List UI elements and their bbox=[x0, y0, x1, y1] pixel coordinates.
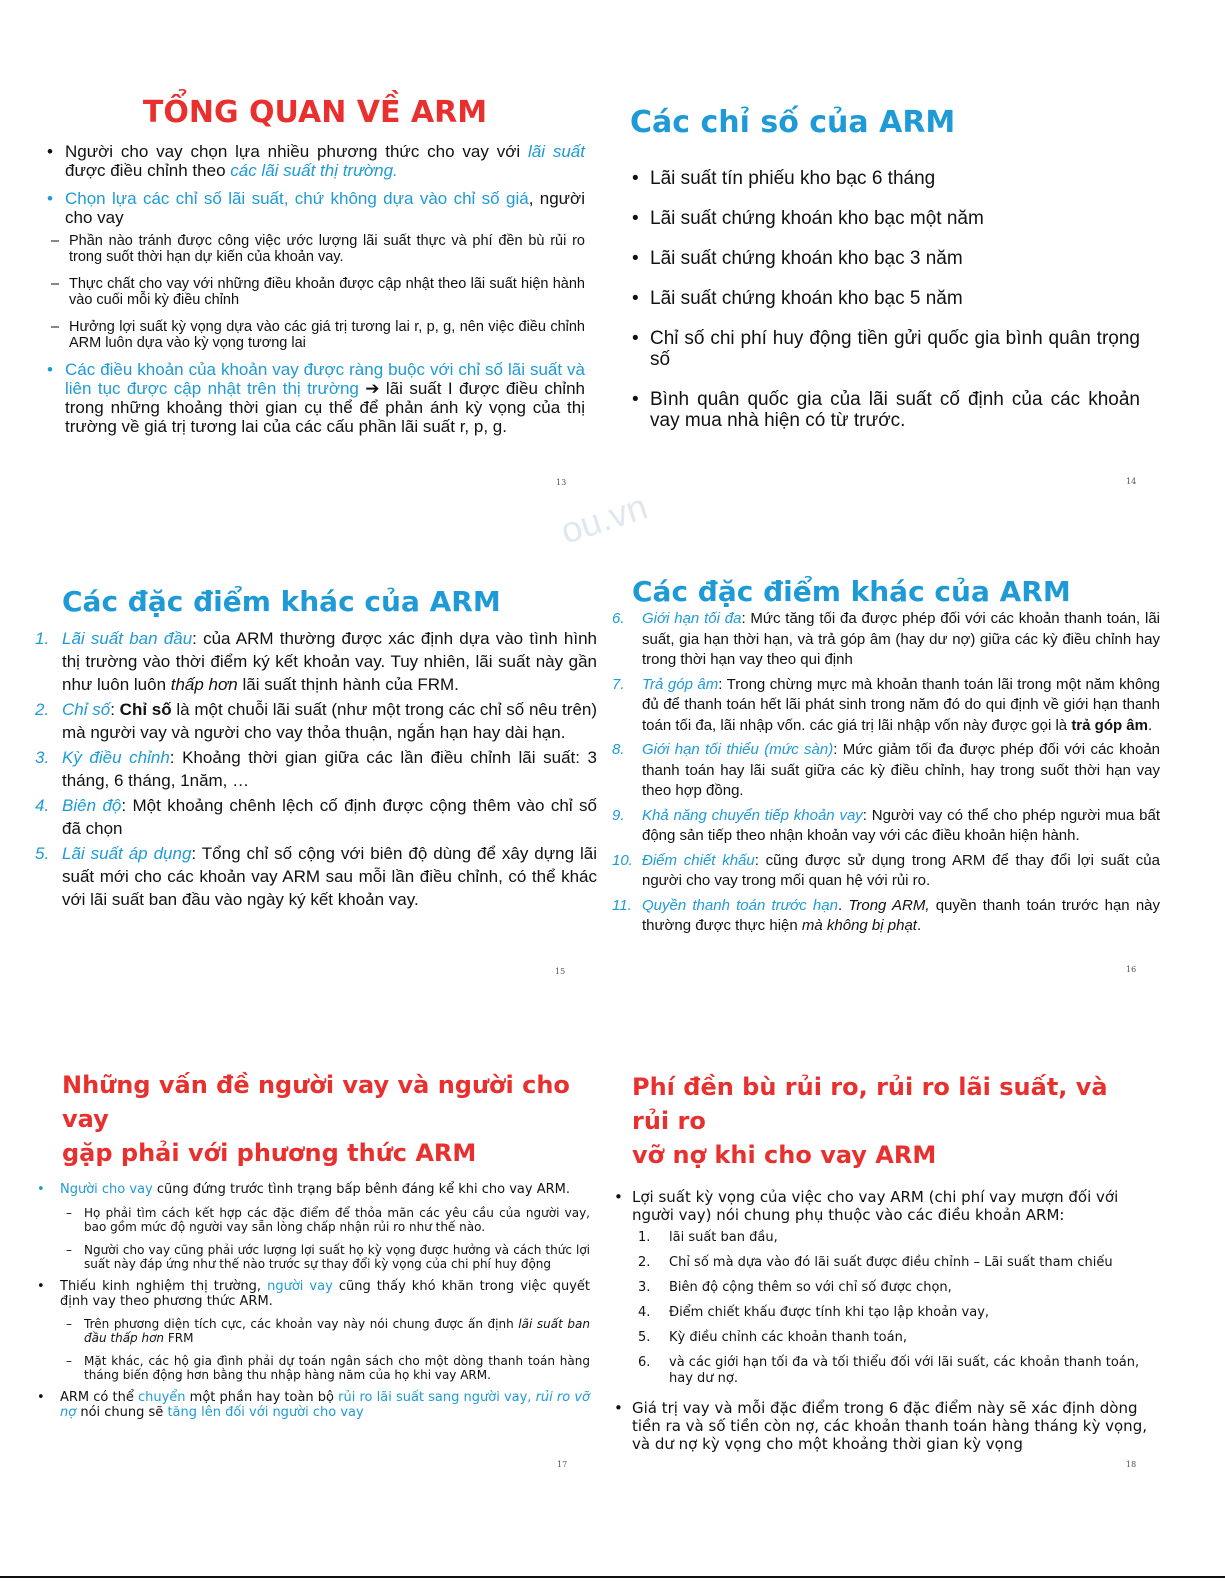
slide-18-title: Phí đền bù rủi ro, rủi ro lãi suất, và rủi ro vỡ nợ khi cho vay ARM bbox=[632, 1073, 1108, 1169]
slide-15-item-5: 5. Lãi suất áp dụng: Tổng chỉ số cộng với biên độ dùng để xây dựng lãi suất mới cho các khoản vay ARM sau mỗi lần điều chỉnh, có thể khác với lãi suất ban đầu vào ngày ký kết khoản vay. bbox=[35, 844, 597, 910]
slide-14-item-4: • Lãi suất chứng khoán kho bạc 5 năm bbox=[630, 288, 1140, 309]
slide-16-title: Các đặc điểm khác của ARM bbox=[632, 575, 1071, 608]
slide-18-num-6: 6. và các giới hạn tối đa và tối thiểu đối với lãi suất, các khoản thanh toán, hay dư nợ. bbox=[638, 1355, 1140, 1386]
slide-13-title: TỔNG QUAN VỀ ARM bbox=[142, 95, 488, 130]
slide-14-item-5: • Chỉ số chi phí huy động tiền gửi quốc gia bình quân trọng số bbox=[630, 328, 1140, 370]
slide-13-sub-1: – Phần nào tránh được công việc ước lượng lãi suất thực và phí đền bù rủi ro trong suốt thời hạn dự kiến của khoản vay. bbox=[45, 233, 585, 265]
slide-18-numbered bbox=[612, 1230, 1152, 1387]
slide-15-list bbox=[35, 627, 597, 911]
slide-14-title: Các chỉ số của ARM bbox=[630, 105, 956, 140]
slide-18-num-5: 5. Kỳ điều chỉnh các khoản thanh toán, bbox=[638, 1330, 907, 1345]
slide-17 bbox=[35, 1068, 590, 1478]
slide-17-bullet-2: • Thiếu kinh nghiệm thị trường, người vay cũng thấy khó khăn trong việc quyết định vay theo phương thức ARM. bbox=[35, 1279, 590, 1310]
slide-18-list bbox=[612, 1188, 1152, 1453]
slide-13-list bbox=[45, 142, 585, 436]
slide-18-bullet-1: • Lợi suất kỳ vọng của việc cho vay ARM (chi phí vay mượn đối với người vay) nói chung phụ thuộc vào các điều khoản ARM: bbox=[612, 1188, 1152, 1224]
slide-14-item-1: • Lãi suất tín phiếu kho bạc 6 tháng bbox=[630, 168, 1140, 189]
slide-16 bbox=[612, 575, 1160, 995]
slide-18-num-4: 4. Điểm chiết khấu được tính khi tạo lập khoản vay, bbox=[638, 1305, 990, 1320]
slide-18 bbox=[612, 1070, 1152, 1480]
slide-14 bbox=[630, 105, 1140, 495]
slide-16-item-7: 7. Trả góp âm: Trong chừng mực mà khoản thanh toán lãi trong một năm không đủ để thanh toán hết lãi phát sinh trong năm đó do qui định về giới hạn thanh toán tối đa, lãi nhập vốn. các giá trị lãi nhập vốn này được gọi là trả góp âm. bbox=[612, 675, 1161, 734]
slide-15 bbox=[35, 585, 597, 1005]
slide-15-item-1: 1. Lãi suất ban đầu: của ARM thường được xác định dựa vào tình hình thị trường vào thời điểm ký kết khoản vay. Tuy nhiên, lãi suất này gần như luôn luôn thấp hơn lãi suất thịnh hành của FRM. bbox=[35, 629, 597, 695]
slide-18-bullet-2: • Giá trị vay và mỗi đặc điểm trong 6 đặc điểm này sẽ xác định dòng tiền ra và số tiền còn nợ, các khoản thanh toán hàng tháng kỳ vọng, và dư nợ kỳ vọng cho một khoảng thời gian kỳ vọng bbox=[612, 1399, 1152, 1453]
slide-13 bbox=[45, 95, 585, 495]
slide-15-item-3: 3. Kỳ điều chỉnh: Khoảng thời gian giữa các lần điều chỉnh lãi suất: 3 tháng, 6 tháng, 1năm, … bbox=[35, 748, 597, 791]
slide-14-item-2: • Lãi suất chứng khoán kho bạc một năm bbox=[630, 208, 1140, 229]
slide-16-item-11: 11. Quyền thanh toán trước hạn. Trong ARM, quyền thanh toán trước hạn này thường được thực hiện mà không bị phạt. bbox=[612, 896, 1160, 935]
slide-13-bullet-3: • Các điều khoản của khoản vay được ràng buộc với chỉ số lãi suất và liên tục được cập nhật trên thị trường ➔ lãi suất I được điều chỉnh trong những khoảng thời gian cụ thể để phản ánh kỳ vọng của thị trường về giá trị tương lai của các cấu phần lãi suất r, p, g. bbox=[45, 360, 585, 436]
slide-13-sub-2: – Thực chất cho vay với những điều khoản được cập nhật theo lãi suất hiện hành vào cuối mỗi kỳ điều chỉnh bbox=[45, 276, 585, 308]
slide-17-bullet-1: • Người cho vay cũng đứng trước tình trạng bấp bênh đáng kể khi cho vay ARM. bbox=[35, 1182, 590, 1198]
slide-13-sub-3: – Hưởng lợi suất kỳ vọng dựa vào các giá trị tương lai r, p, g, nên việc điều chỉnh ARM luôn dựa vào kỳ vọng tương lai bbox=[45, 319, 585, 351]
slide-14-item-6: • Bình quân quốc gia của lãi suất cố định của các khoản vay mua nhà hiện có từ trước. bbox=[630, 389, 1140, 431]
slide-16-item-6: 6. Giới hạn tối đa: Mức tăng tối đa được phép đối với các khoản thanh toán, lãi suất, gia hạn thời hạn, và trả góp âm (hay dư nợ) giữa các kỳ điều chỉnh hay trong thời hạn vay theo qui định bbox=[612, 610, 1160, 669]
slide-14-list bbox=[630, 168, 1140, 431]
slide-17-sublist-2 bbox=[35, 1317, 590, 1383]
slide-15-title: Các đặc điểm khác của ARM bbox=[62, 585, 501, 618]
slide-16-page-number: 16 bbox=[1126, 965, 1137, 974]
slide-17-sub-3: – Trên phương diện tích cực, các khoản vay này nói chung được ấn định lãi suất ban đầu thấp hơn FRM bbox=[60, 1317, 590, 1346]
slide-17-sub-1: – Họ phải tìm cách kết hợp các đặc điểm để thỏa mãn các yêu cầu của người vay, bao gồm mức độ người vay sẵn lòng chấp nhận rủi ro như thế nào. bbox=[60, 1206, 590, 1235]
slide-17-list bbox=[35, 1182, 590, 1421]
slide-16-list bbox=[612, 609, 1160, 937]
slide-18-num-2: 2. Chỉ số mà dựa vào đó lãi suất được điều chỉnh – Lãi suất tham chiếu bbox=[638, 1255, 1113, 1270]
slide-16-item-8: 8. Giới hạn tối thiểu (mức sàn): Mức giảm tối đa được phép đối với các khoản thanh toán hay lãi suất giữa các kỳ điều chỉnh, hay trong suốt thời hạn vay theo hợp đồng. bbox=[612, 741, 1161, 800]
slide-16-item-9: 9. Khả năng chuyển tiếp khoản vay: Người vay có thể cho phép người mua bất động sản tiếp theo nhận khoản vay với các điều khoản hiện hành. bbox=[612, 806, 1160, 845]
slide-15-item-4: 4. Biên độ: Một khoảng chênh lệch cố định được cộng thêm vào chỉ số đã chọn bbox=[35, 796, 597, 839]
slide-18-num-1: 1. lãi suất ban đầu, bbox=[638, 1230, 778, 1245]
bottom-rule bbox=[0, 1576, 1225, 1578]
slide-15-page-number: 15 bbox=[555, 967, 566, 976]
slide-13-bullet-1: • Người cho vay chọn lựa nhiều phương thức cho vay với lãi suất được điều chỉnh theo các lãi suất thị trường. bbox=[45, 142, 585, 180]
slide-14-page-number: 14 bbox=[1126, 477, 1137, 486]
slide-13-bullet-2: • Chọn lựa các chỉ số lãi suất, chứ không dựa vào chỉ số giá, người cho vay bbox=[45, 189, 585, 227]
slide-18-num-3: 3. Biên độ cộng thêm so với chỉ số được chọn, bbox=[638, 1280, 952, 1295]
slide-18-numbered-list bbox=[612, 1230, 1152, 1387]
slide-18-page-number: 18 bbox=[1126, 1460, 1137, 1469]
slide-17-title: Những vấn đề người vay và người cho vay gặp phải với phương thức ARM bbox=[62, 1071, 570, 1167]
slide-17-sublist-1 bbox=[35, 1206, 590, 1272]
slide-17-page-number: 17 bbox=[557, 1460, 568, 1469]
watermark: ou.vn bbox=[555, 485, 653, 552]
slide-13-sublist bbox=[45, 233, 585, 351]
slide-17-sub-4: – Mặt khác, các hộ gia đình phải dự toán ngân sách cho một dòng thanh toán hàng tháng biến động hơn bằng thu nhập hàng năm của họ khi vay ARM. bbox=[60, 1354, 590, 1383]
slide-17-sub-2: – Người cho vay cũng phải ước lượng lợi suất họ kỳ vọng được hưởng và cách thức lợi suất này đáp ứng như thế nào trước sự thay đổi kỳ vọng của chi phí huy động bbox=[60, 1243, 590, 1272]
slide-14-item-3: • Lãi suất chứng khoán kho bạc 3 năm bbox=[630, 248, 1140, 269]
slide-15-item-2: 2. Chỉ số: Chỉ số là một chuỗi lãi suất (như một trong các chỉ số nêu trên) mà người vay và người cho vay thỏa thuận, ngắn hạn hay dài hạn. bbox=[35, 700, 598, 743]
slide-16-item-10: 10. Điểm chiết khấu: cũng được sử dụng trong ARM để thay đổi lợi suất của người cho vay trong mối quan hệ với rủi ro. bbox=[612, 851, 1160, 890]
slide-13-page-number: 13 bbox=[556, 478, 567, 487]
slide-17-bullet-3: • ARM có thể chuyển một phần hay toàn bộ rủi ro lãi suất sang người vay, rủi ro vỡ nợ nói chung sẽ tăng lên đối với người cho vay bbox=[35, 1390, 590, 1421]
